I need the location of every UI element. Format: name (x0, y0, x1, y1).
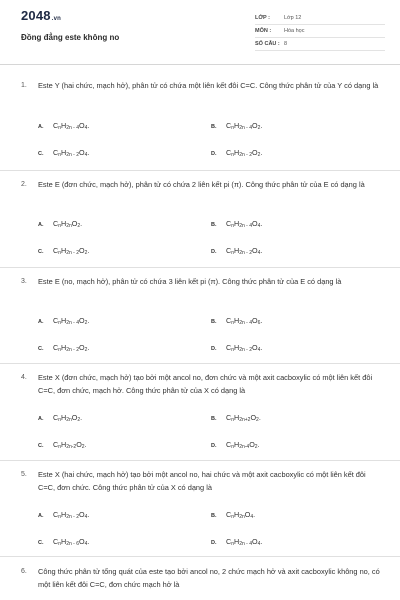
option-c[interactable] (38, 148, 89, 158)
option-letter: C. (38, 443, 44, 449)
option-formula: $C_nH_{2n - 2}O_2$. (226, 148, 263, 158)
option-letter: B. (211, 222, 217, 228)
meta-row-class (255, 12, 385, 25)
site-logo[interactable] (21, 8, 61, 23)
question-text: Este X (hai chức, mạch hở) tạo bởi một ancol no, hai chức và một axit cacboxylic có một liên kết đôi C=C, đơn chức. Công thức phân tử của X có dạng là (38, 470, 366, 492)
meta-row-subject (255, 25, 385, 38)
question-separator (0, 556, 400, 557)
option-formula: $C_nH_{2n-2}O_2$. (53, 440, 87, 450)
option-formula: $C_nH_{2n - 4}O_2$. (226, 121, 263, 131)
option-letter: D. (211, 346, 217, 352)
option-letter: A. (38, 416, 44, 422)
option-formula: $C_nH_{2n - 2}O_4$. (226, 246, 263, 256)
question-text: Este Y (hai chức, mạch hở), phân tử có chứa một liên kết đôi C=C. Công thức phân tử của Y có dạng là (38, 81, 379, 90)
option-letter: B. (211, 513, 217, 519)
option-formula: $C_nH_{2n-4}O_2$. (226, 440, 260, 450)
option-letter: A. (38, 124, 44, 130)
question-separator (0, 460, 400, 461)
question-text: Este E (no, mạch hở), phân tử có chứa 3 liên kết pi (π). Công thức phân tử của E có dạng là (38, 277, 342, 286)
question-number: 4. (21, 374, 27, 381)
option-formula: $C_nH_{2n}O_4$. (226, 510, 256, 520)
meta-value: Hóa học (284, 28, 305, 34)
option-letter: C. (38, 540, 44, 546)
question-number: 5. (21, 471, 27, 478)
logo-tld: .vn (51, 16, 62, 22)
option-formula: $C_nH_{2n - 4}O_6$. (226, 316, 263, 326)
option-a[interactable] (38, 413, 82, 423)
option-letter: C. (38, 249, 44, 255)
option-a[interactable] (38, 219, 82, 229)
option-formula: $C_nH_{2n - 2}O_4$. (226, 343, 263, 353)
question-separator (0, 363, 400, 364)
document-title: Đồng đẳng este không no (21, 33, 120, 42)
option-letter: A. (38, 513, 44, 519)
option-formula: $C_nH_{2n - 4}O_4$. (226, 219, 263, 229)
question-text: Este E (đơn chức, mạch hở), phân tử có chứa 2 liên kết pi (π). Công thức phân tử của E có dạng là (38, 180, 365, 189)
option-letter: D. (211, 249, 217, 255)
option-formula: $C_nH_{2n+2}O_2$. (226, 413, 261, 423)
option-letter: C. (38, 151, 44, 157)
option-d[interactable] (211, 440, 260, 450)
question-number: 1. (21, 82, 27, 89)
option-formula: $C_nH_{2n - 2}O_4$. (53, 148, 90, 158)
question-text: Công thức phân tử tổng quát của este tạo bởi ancol no, 2 chức mạch hở và axit cacboxylic không no, có một liên kết đôi C=C, đơn chức mạch hở là (38, 567, 380, 589)
option-d[interactable] (211, 343, 262, 353)
logo-text: 2048 (21, 8, 51, 23)
question-separator (0, 267, 400, 268)
option-c[interactable] (38, 537, 89, 547)
option-letter: B. (211, 416, 217, 422)
option-c[interactable] (38, 246, 89, 256)
option-letter: C. (38, 346, 44, 352)
option-d[interactable] (211, 148, 262, 158)
option-d[interactable] (211, 537, 262, 547)
option-a[interactable] (38, 121, 89, 131)
question-number: 6. (21, 568, 27, 575)
worksheet-header (0, 0, 400, 62)
meta-label: LỚP : (255, 15, 270, 21)
meta-label: SỐ CÂU : (255, 41, 280, 47)
meta-value: Lớp 12 (284, 15, 302, 21)
meta-table (255, 12, 385, 51)
header-divider (0, 64, 400, 65)
question-number: 3. (21, 278, 27, 285)
option-formula: $C_nH_{2n - 4}O_4$. (226, 537, 263, 547)
meta-value: 8 (284, 41, 288, 47)
option-letter: B. (211, 124, 217, 130)
option-letter: D. (211, 443, 217, 449)
option-b[interactable] (211, 121, 262, 131)
question-separator (0, 170, 400, 171)
option-formula: $C_nH_{2n}O_2$. (53, 219, 83, 229)
option-formula: $C_nH_{2n - 4}O_2$. (53, 316, 90, 326)
option-b[interactable] (211, 510, 255, 520)
option-b[interactable] (211, 219, 262, 229)
question-text: Este X (đơn chức, mạch hở) tạo bởi một ancol no, đơn chức và một axit cacboxylic có một liên kết đôi C=C, đơn chức, mạch hở. Công thức phân tử của X có dạng là (38, 373, 373, 395)
option-a[interactable] (38, 510, 89, 520)
option-formula: $C_nH_{2n - 2}O_4$. (53, 510, 90, 520)
option-formula: $C_nH_{2n - 2}O_2$. (53, 246, 90, 256)
option-formula: $C_nH_{2n - 6}O_4$. (53, 537, 90, 547)
meta-label: MÔN : (255, 28, 272, 34)
option-b[interactable] (211, 316, 262, 326)
option-d[interactable] (211, 246, 262, 256)
option-letter: A. (38, 319, 44, 325)
option-letter: B. (211, 319, 217, 325)
option-a[interactable] (38, 316, 89, 326)
option-formula: $C_nH_{2n - 2}O_2$. (53, 343, 90, 353)
meta-row-question-count (255, 38, 385, 51)
option-formula: $C_nH_{2n - 4}O_4$. (53, 121, 90, 131)
option-c[interactable] (38, 440, 87, 450)
question-number: 2. (21, 181, 27, 188)
option-letter: D. (211, 540, 217, 546)
option-b[interactable] (211, 413, 261, 423)
option-letter: D. (211, 151, 217, 157)
option-formula: $C_nH_{2n}O_2$. (53, 413, 83, 423)
option-letter: A. (38, 222, 44, 228)
option-c[interactable] (38, 343, 89, 353)
